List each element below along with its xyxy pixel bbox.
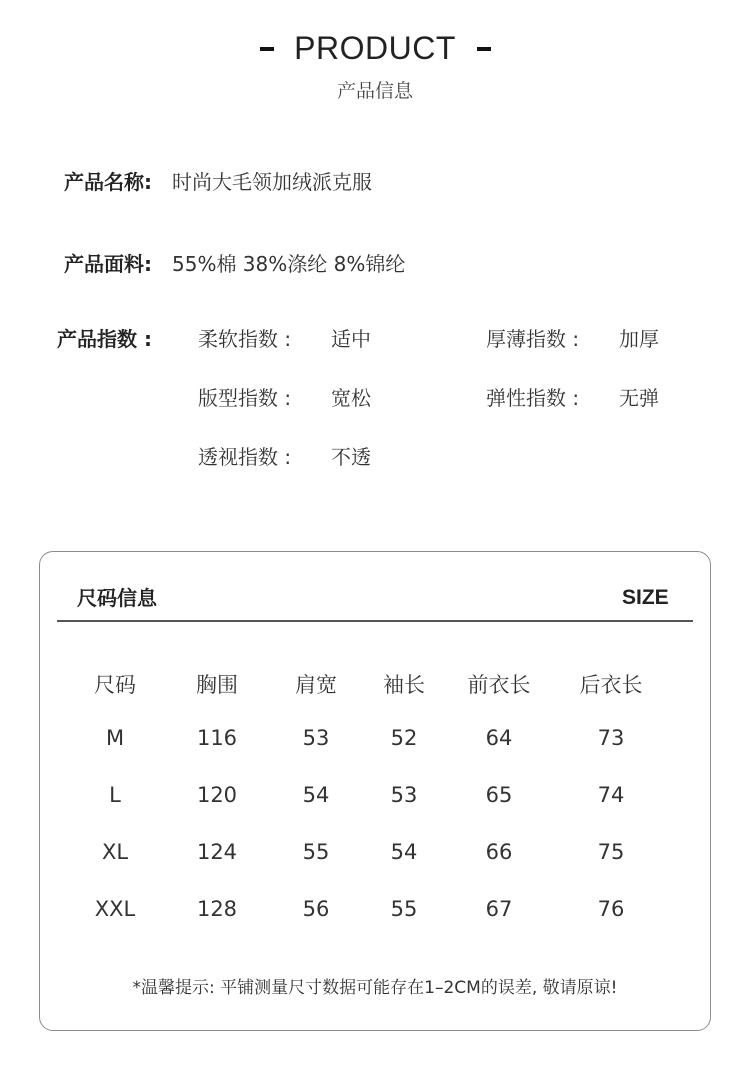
size-card-title-en: SIZE [622, 586, 669, 609]
size-table-cell: 55 [302, 840, 330, 864]
size-table-cell: L [109, 783, 121, 807]
size-table-cell: 73 [597, 726, 625, 750]
size-table-cell: XXL [94, 897, 136, 921]
thickness-index-value: 加厚 [619, 327, 659, 351]
size-table-cell: 67 [485, 897, 513, 921]
size-table-cell: 64 [485, 726, 513, 750]
product-index-label: 产品指数 : [57, 327, 152, 351]
transparency-index-label: 透视指数 : [198, 445, 292, 469]
elasticity-index-label: 弹性指数 : [486, 386, 580, 410]
softness-index-value: 适中 [331, 327, 371, 351]
product-name-value: 时尚大毛领加绒派克服 [172, 170, 372, 194]
product-fabric-value: 55%棉 38%涤纶 8%锦纶 [172, 252, 406, 276]
softness-index-label: 柔软指数 : [198, 327, 292, 351]
fit-index-label: 版型指数 : [198, 386, 292, 410]
size-table-cell: 53 [390, 783, 418, 807]
page-subtitle: 产品信息 [336, 80, 413, 102]
size-table-cell: 65 [485, 783, 513, 807]
size-table-cell: 128 [196, 897, 238, 921]
size-table-cell: 116 [196, 726, 238, 750]
size-table-header-cell: 袖长 [383, 673, 425, 697]
title-dash-right [477, 47, 491, 51]
measurement-note: *温馨提示: 平铺测量尺寸数据可能存在1–2CM的误差, 敬请原谅! [132, 978, 618, 998]
size-table-cell: 120 [196, 783, 238, 807]
size-table-cell: 54 [302, 783, 330, 807]
size-table-cell: 52 [390, 726, 418, 750]
transparency-index-value: 不透 [331, 445, 371, 469]
size-table-cell: 55 [390, 897, 418, 921]
size-table-cell: 66 [485, 840, 513, 864]
size-card-title: 尺码信息 [77, 586, 157, 610]
size-table-header-cell: 肩宽 [295, 673, 337, 697]
size-table-header-cell: 胸围 [196, 673, 238, 697]
fit-index-value: 宽松 [331, 386, 371, 410]
size-table-header-cell: 尺码 [94, 673, 136, 697]
size-table-cell: M [105, 726, 125, 750]
size-table-header-cell: 前衣长 [467, 673, 531, 697]
size-table-cell: XL [101, 840, 129, 864]
size-table-cell: 76 [597, 897, 625, 921]
size-table-header-cell: 后衣长 [579, 673, 643, 697]
size-table-cell: 53 [302, 726, 330, 750]
size-card-divider [57, 620, 693, 622]
product-fabric-label: 产品面料: [64, 252, 152, 276]
size-table-cell: 75 [597, 840, 625, 864]
size-table-cell: 56 [302, 897, 330, 921]
size-table-cell: 54 [390, 840, 418, 864]
size-table-cell: 74 [597, 783, 625, 807]
product-name-row [64, 166, 372, 195]
size-table-cell: 124 [196, 840, 238, 864]
thickness-index-label: 厚薄指数 : [486, 327, 580, 351]
product-name-label: 产品名称: [64, 170, 152, 194]
page-title: PRODUCT [294, 30, 456, 66]
product-fabric-row [64, 248, 405, 277]
elasticity-index-value: 无弹 [619, 386, 659, 410]
